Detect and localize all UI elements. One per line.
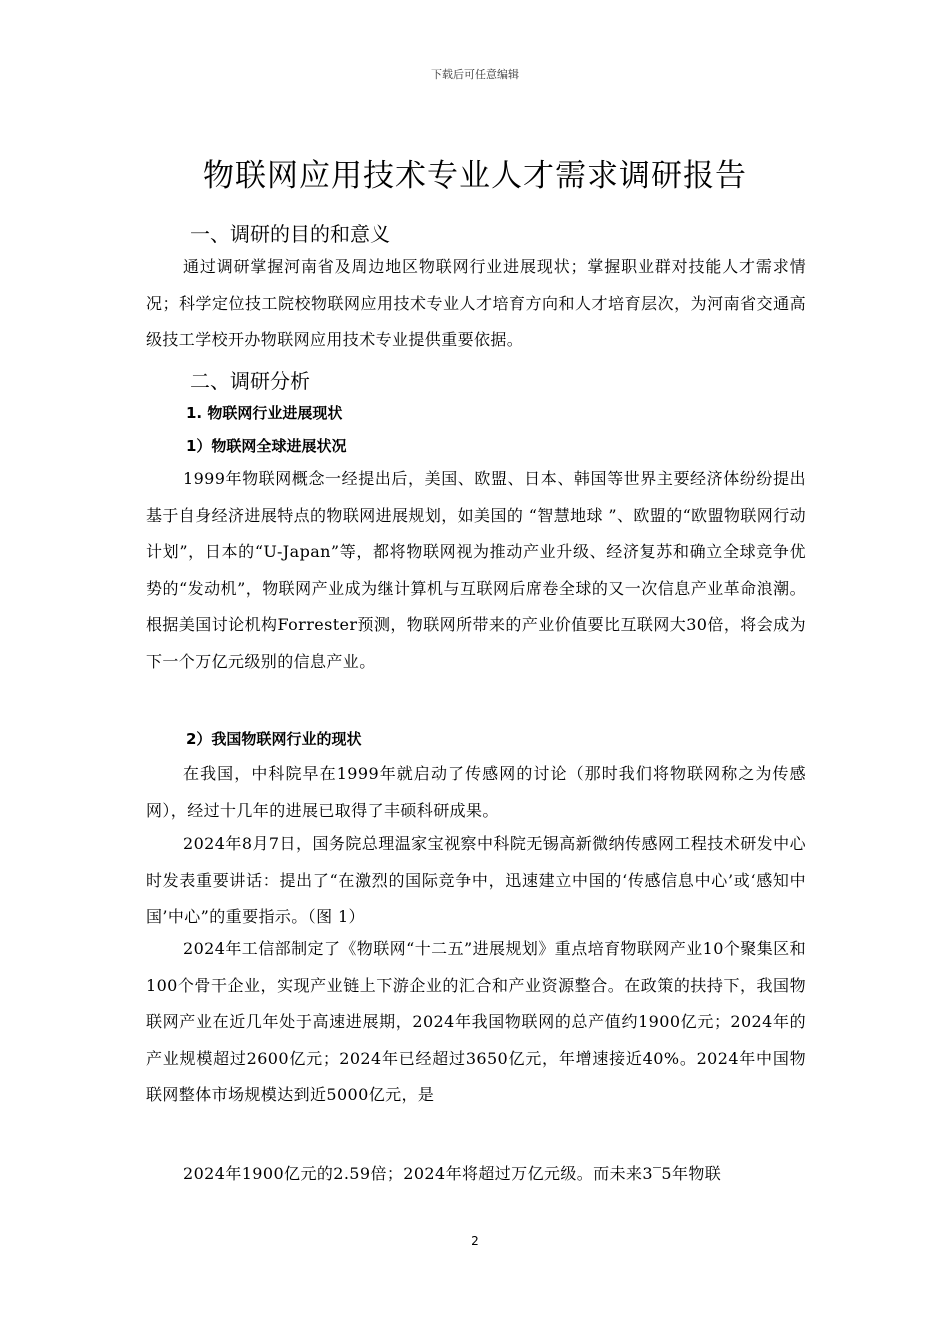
paragraph-industry-plan: 2024年工信部制定了《物联网“十二五”进展规划》重点培育物联网产业10个聚集区和100个骨干企业，实现产业链上下游企业的汇合和产业资源整合。在政策的扶持下，我国物联网产业在近几年处于高速进展期，2024年我国物联网的总产值约1900亿元；2024年的产业规模超过2600亿元；2024年已经超过3650亿元，年增速接近40%。2024年中国物联网整体市场规模达到近5000亿元，是 [146,939,806,1104]
page-number: 2 [471,1234,479,1248]
paragraph-china-intro: 在我国，中科院早在1999年就启动了传感网的讨论（那时我们将物联网称之为传感网），经过十几年的进展已取得了丰硕科研成果。 [146,764,806,820]
subheading-global-status: 1）物联网全球进展状况 [186,437,347,455]
paragraph-premier-visit: 2024年8月7日，国务院总理温家宝视察中科院无锡高新微纳传感网工程技术研发中心时发表重要讲话：提出了“在激烈的国际竞争中，迅速建立中国的‘传感信息中心’或‘感知中国’中心”的重要指示。（图 1） [146,834,806,926]
subheading-industry-status: 1. 物联网行业进展现状 [186,404,343,422]
paragraph-purpose: 通过调研掌握河南省及周边地区物联网行业进展现状；掌握职业群对技能人才需求情况；科学定位技工院校物联网应用技术专业人才培育方向和人才培育层次，为河南省交通高级技工学校开办物联网应用技术专业提供重要依据。 [146,257,806,349]
section-heading-purpose: 一、调研的目的和意义 [190,222,390,246]
section-heading-analysis: 二、调研分析 [190,369,310,393]
paragraph-global-status: 1999年物联网概念一经提出后，美国、欧盟、日本、韩国等世界主要经济体纷纷提出基于自身经济进展特点的物联网进展规划，如美国的 “智慧地球 ”、欧盟的“欧盟物联网行动计划”，日本的“U-Japan”等，都将物联网视为推动产业升级、经济复苏和确立全球竞争优势的“发动机”，物联网产业成为继计算机与互联网后席卷全球的又一次信息产业革命浪潮。根据美国讨论机构Forrester预测，物联网所带来的产业价值要比互联网大30倍，将会成为下一个万亿元级别的信息产业。 [146,469,806,671]
header-note: 下载后可任意编辑 [431,68,519,81]
subheading-china-status: 2）我国物联网行业的现状 [186,730,362,748]
paragraph-growth: 2024年1900亿元的2.59倍；2024年将超过万亿元级。而未来3‾5年物联 [183,1164,722,1183]
page-title: 物联网应用技术专业人才需求调研报告 [203,158,747,194]
